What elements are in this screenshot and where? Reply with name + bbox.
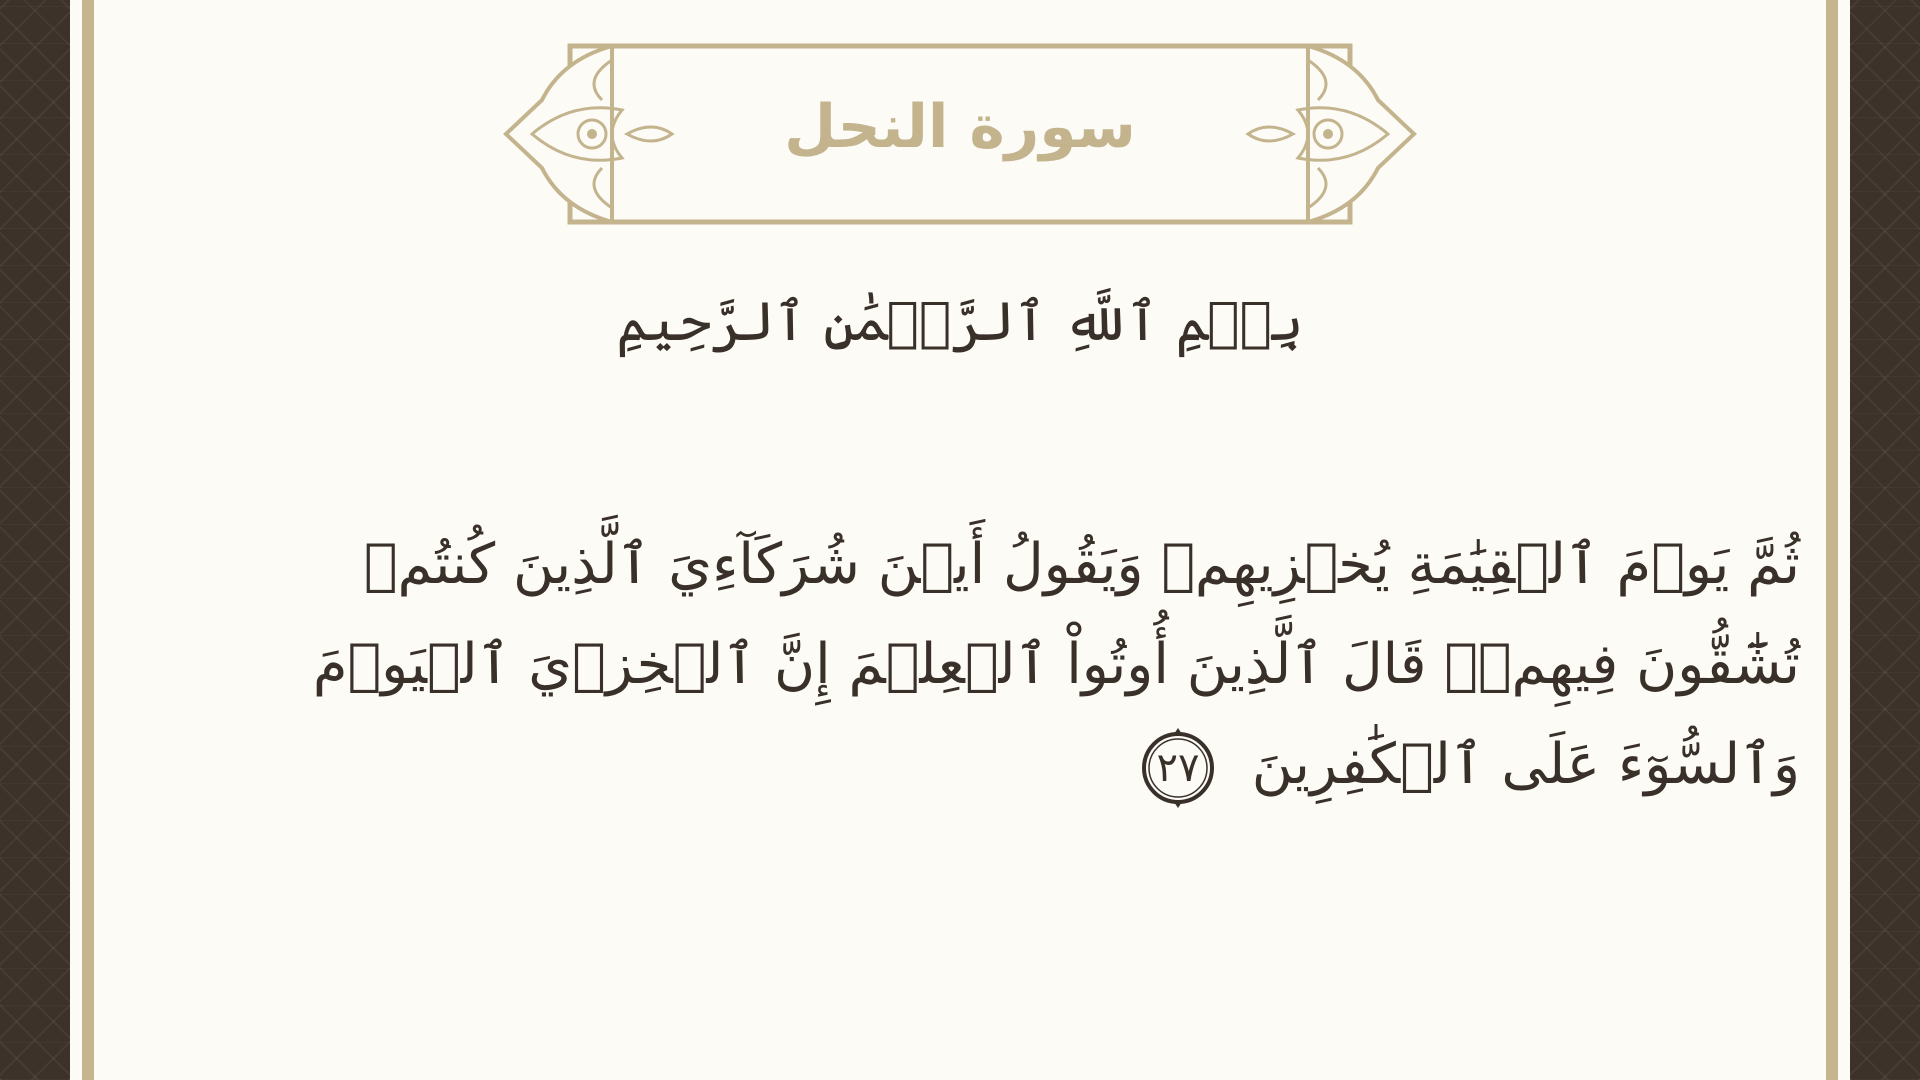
left-gold-rule bbox=[82, 0, 94, 1080]
verse-text: ثُمَّ يَوۡمَ ٱلۡقِيَٰمَةِ يُخۡزِيهِمۡ وَيَقُولُ أَيۡنَ شُرَكَآءِيَ ٱلَّذِينَ كُنتُمۡ تُشَٰٓقُّونَ فِيهِمۡۚ قَالَ ٱلَّذِينَ أُوتُواْ ٱلۡعِلۡمَ إِنَّ ٱلۡخِزۡيَ ٱلۡيَوۡمَ وَٱلسُّوٓءَ عَلَى ٱلۡكَٰفِرِينَ bbox=[312, 532, 1800, 797]
right-ornamental-border bbox=[1850, 0, 1920, 1080]
left-ornamental-border bbox=[0, 0, 70, 1080]
basmala: بِسۡمِ ٱللَّهِ ٱلرَّحۡمَٰنِ ٱلرَّحِيمِ bbox=[616, 290, 1304, 353]
verse-text-block bbox=[310, 515, 1800, 815]
right-gold-rule bbox=[1826, 0, 1838, 1080]
ayah-marker bbox=[1136, 726, 1220, 810]
ayah-number: ٢٧ bbox=[1156, 744, 1200, 791]
surah-title: سورة النحل bbox=[784, 92, 1136, 162]
surah-title-banner bbox=[502, 40, 1418, 230]
